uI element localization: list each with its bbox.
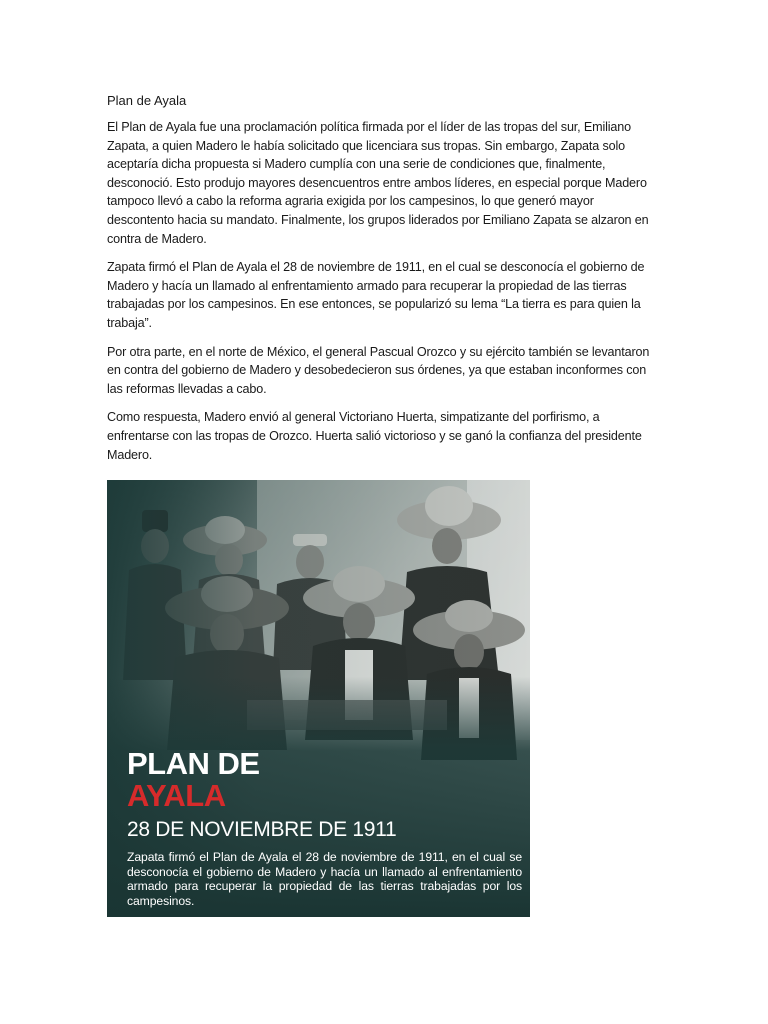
document-body [107,92,663,474]
plan-de-ayala-poster [107,480,530,917]
paragraph-3: Por otra parte, en el norte de México, el general Pascual Orozco y su ejército también se levantaron en contra del gobierno de Madero y desobedecieron sus órdenes, ya que estaban inconformes con las reformas llevadas a cabo. [107,344,650,396]
poster-title-line-2: AYALA [127,778,226,813]
paragraph-1: El Plan de Ayala fue una proclamación política firmada por el líder de las tropas del sur, Emiliano Zapata, a quien Madero le había solicitado que licenciara sus tropas. Sin embargo, Zapata solo aceptaría dicha propuesta si Madero cumplía con una serie de condiciones que, finalmente, desconoció. Esto produjo mayores desencuentros entre ambos líderes, en especial porque Madero tampoco llevó a cabo la reforma agraria exigida por los campesinos, lo que generó mayor descontento hacia su mandato. Finalmente, los grupos liderados por Emiliano Zapata se alzaron en contra de Madero. [107,120,649,246]
poster-caption: Zapata firmó el Plan de Ayala el 28 de noviembre de 1911, en el cual se desconocía el gobierno de Madero y hacía un llamado al enfrentamiento armado para recuperar la propiedad de las tierras trabajadas por los campesinos. [127,850,522,908]
poster-date: 28 DE NOVIEMBRE DE 1911 [127,818,397,841]
poster-text-block [127,748,522,908]
poster-title-line-1: PLAN DE [127,746,260,781]
paragraph-4: Como respuesta, Madero envió al general Victoriano Huerta, simpatizante del porfirismo, a enfrentarse con las tropas de Orozco. Huerta salió victorioso y se ganó la confianza del presidente Madero. [107,410,642,462]
paragraph-2: Zapata firmó el Plan de Ayala el 28 de noviembre de 1911, en el cual se desconocía el gobierno de Madero y hacía un llamado al enfrentamiento armado para recuperar la propiedad de las tierras trabajadas por los campesinos. En ese entonces, se popularizó su lema “La tierra es para quien la trabaja”. [107,260,645,330]
document-title: Plan de Ayala [107,93,187,108]
